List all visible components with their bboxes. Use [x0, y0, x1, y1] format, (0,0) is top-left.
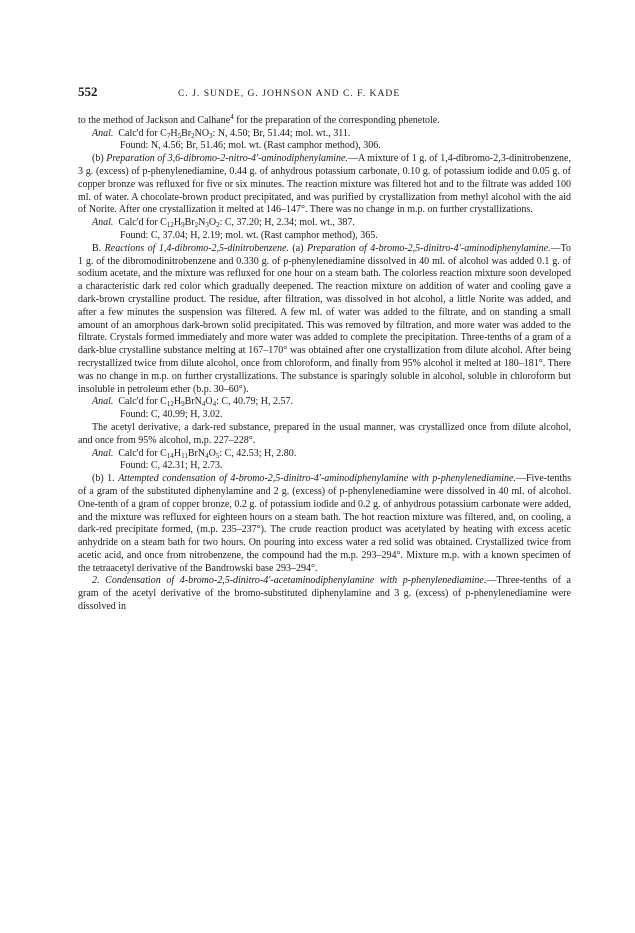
paragraph-attempted-condensation: (b) 1. Attempted condensation of 4-bromo-2,5-dinitro-4′-aminodiphenylamine with p-phenylenediamine.—Five-tenths of a gram of the substituted diphenylamine and 2 g. (excess) of p-phenylenediamine were dissolved in 40 ml. of alcohol. One-tenth of a gram of copper bronze, 0.2 g. of potassium iodide and 0.2 g. of anhydrous potassium carbonate were added, and the mixture was refluxed for eighteen hours on a steam bath. The hot reaction mixture was filtered, and, on cooling, a dark-red precipitate formed, (m.p. 235–237°). The crude reaction product was acetylated by heating with excess acetic anhydride on a steam bath for two hours. On pouring into excess water a red solid was obtained. Crystallized twice from acetic acid, and once from nitrobenzene, the compound had the m.p. 293–294°. Mixture m.p. with a known specimen of the tetraacetyl derivative of the Bandrowski base 293–294°.: [78, 473, 571, 574]
footnote-ref: 4: [230, 112, 234, 121]
analysis-found-4: Found: C, 42.31; H, 2.73.: [120, 460, 223, 472]
page-number: 552: [78, 84, 98, 99]
analysis-found-2: Found: C, 37.04; H, 2.19; mol. wt. (Rast camphor method), 365.: [120, 229, 378, 241]
analysis-found-3: Found: C, 40.99; H, 3.02.: [120, 409, 223, 421]
paragraph-continued: to the method of Jackson and Calhane$^4$ for the preparation of the corresponding phenetole.: [78, 112, 440, 126]
paragraph-preparation-b: (b) Preparation of 3,6-dibromo-2-nitro-4′-aminodiphenylamine.—A mixture of 1 g. of 1,4-dibromo-2,3-dinitrobenzene, 3 g. (excess) of p-phenylenediamine, 0.44 g. of anhydrous potassium carbonate, 0.10 g. of potassium iodide and 0.05 g. of copper bronze was refluxed for five or six minutes. The reaction mixture was filtered hot and to the filtrate was added 100 ml. of water. A chocolate-brown product precipitated, and was purified by crystallization from methyl alcohol with the aid of Norite. After one crystallization it melted at 146–147°. There was no change in m.p. on further crystallizations.: [78, 153, 571, 216]
journal-page: [78, 86, 571, 614]
running-header: [78, 86, 571, 101]
paragraph-acetyl-derivative: The acetyl derivative, a dark-red substance, prepared in the usual manner, was crystallized once from dilute alcohol, and once from 95% alcohol, m.p. 227–228°.: [78, 421, 571, 446]
analysis-calc-3: Anal. Calc'd for $C_{12}H_9BrN_4O_4$: C, 40.79; H, 2.57.: [92, 396, 294, 409]
analysis-found-1: Found: N, 4.56; Br, 51.46; mol. wt. (Rast camphor method), 306.: [120, 140, 381, 152]
paragraph-reactions-b: B. Reactions of 1,4-dibromo-2,5-dinitrobenzene. (a) Preparation of 4-bromo-2,5-dinitro-4′-aminodiphenylamine.—To 1 g. of the dibromodinitrobenzene and 0.330 g. of p-phenylenediamine dissolved in 40 ml. of alcohol was added 0.1 g. of sodium acetate, and the mixture was refluxed for one hour on a steam bath. The colorless reaction mixture soon developed a characteristic dark red color which gradually deepened. The reaction mixture on addition of water and cooling gave a dark-brown crystalline product. The residue, after filtration, was dissolved in hot alcohol, a little Norite was added, and after a few minutes the suspension was filtered. A few ml. of water was added to the filtrate, and on standing a small amount of an amorphous dark-brown solid precipitated. This was removed by filtration, and more water was added to the filtrate. Crystals formed immediately and more water was added to complete the precipitation. Three-tenths of a gram of a dark-blue crystalline substance melting at 167–170° was obtained after one crystallization from dilute alcohol. After being recrystallized twice from dilute alcohol, once from chloroform, and finally from 95% alcohol it melted at 180–181°. There was no change in m.p. on further crystallizations. The substance is sparingly soluble in alcohol, soluble in chloroform but insoluble in petroleum ether (b.p. 30–60°).: [78, 242, 571, 395]
analysis-calc-1: Anal. Calc'd for $C_7H_5Br_2NO_3$: N, 4.50; Br, 51.44; mol. wt., 311.: [92, 127, 351, 140]
analysis-calc-2: Anal. Calc'd for $C_{12}H_9Br_2N_3O_2$: C, 37.20; H, 2.34; mol. wt., 387.: [92, 217, 355, 230]
running-authors: C. J. SUNDE, G. JOHNSON AND C. F. KADE: [178, 88, 401, 99]
analysis-calc-4: Anal. Calc'd for $C_{14}H_{11}BrN_4O_5$: C, 42.53; H, 2.80.: [92, 447, 297, 460]
paragraph-condensation-2: 2. Condensation of 4-bromo-2,5-dinitro-4′-acetaminodiphenylamine with p-phenylenediamine.—Three-tenths of a gram of the acetyl derivative of the bromo-substituted diphenylamine and 3 g. (excess) of p-phenylenediamine were dissolved in: [78, 575, 571, 613]
